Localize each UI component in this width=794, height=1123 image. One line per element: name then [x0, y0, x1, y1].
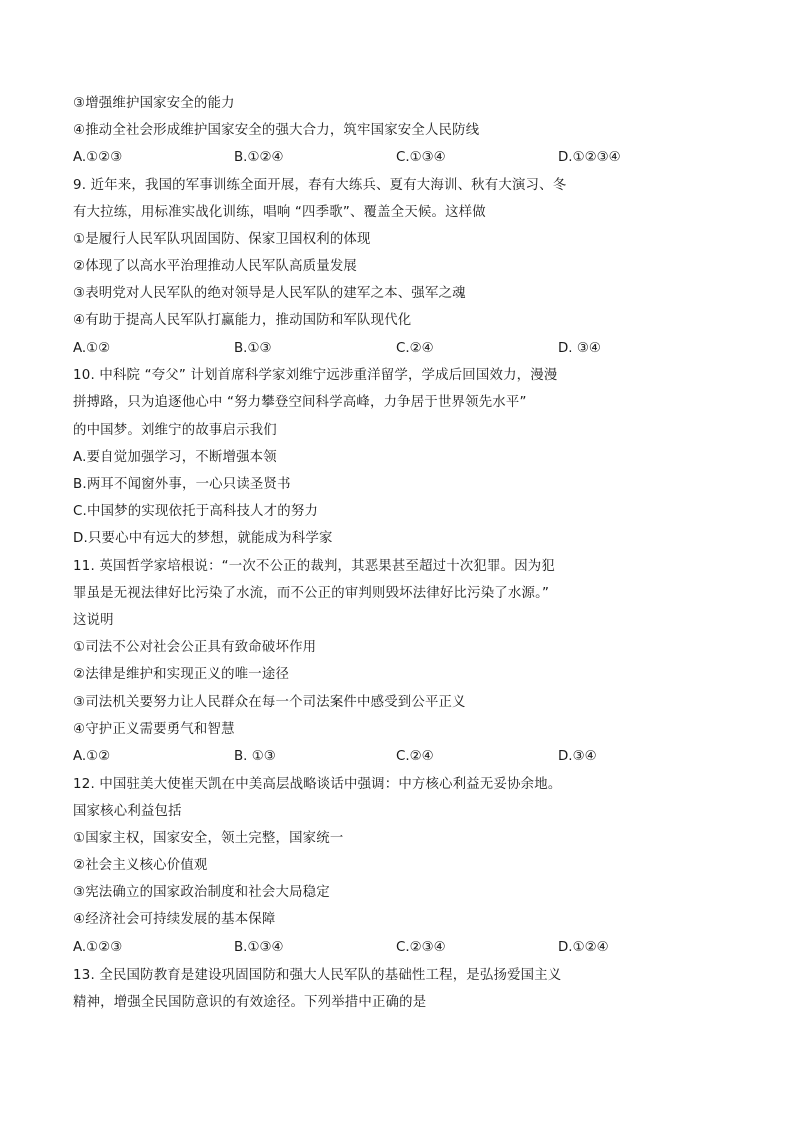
q11-option-c: C.②④: [396, 749, 434, 764]
q8-item-4: ④推动全社会形成维护国家安全的强大合力，筑牢国家安全人民防线: [73, 123, 480, 138]
q11-option-b: B. ①③: [234, 749, 276, 764]
q12-option-d: D.①②④: [558, 940, 609, 955]
q12-item-4: ④经济社会可持续发展的基本保障: [73, 912, 276, 927]
q8-option-d: D.①②③④: [558, 150, 621, 165]
q9-option-a: A.①②: [73, 341, 111, 356]
q10-stem-line-3: 的中国梦。刘维宁的故事启示我们: [73, 423, 277, 438]
q11-option-a: A.①②: [73, 749, 111, 764]
q9-option-c: C.②④: [396, 341, 434, 356]
q9-option-b: B.①③: [234, 341, 272, 356]
q11-stem-line-2: 罪虽是无视法律好比污染了水流，而不公正的审判则毁坏法律好比污染了水源。”: [73, 586, 550, 601]
q8-options: [73, 148, 653, 168]
q13-stem-line-1: 13. 全民国防教育是建设巩固国防和强大人民军队的基础性工程，是弘扬爱国主义: [73, 968, 562, 983]
q9-item-3: ③表明党对人民军队的绝对领导是人民军队的建军之本、强军之魂: [73, 286, 466, 301]
q10-choice-a: A.要自觉加强学习，不断增强本领: [73, 450, 277, 465]
q13-stem-line-2: 精神，增强全民国防意识的有效途径。下列举措中正确的是: [73, 995, 427, 1010]
q12-option-c: C.②③④: [396, 940, 446, 955]
q12-item-1: ①国家主权，国家安全，领土完整，国家统一: [73, 831, 344, 846]
q12-item-3: ③宪法确立的国家政治制度和社会大局稳定: [73, 885, 330, 900]
q11-item-1: ①司法不公对社会公正具有致命破坏作用: [73, 640, 317, 655]
q8-option-c: C.①③④: [396, 150, 446, 165]
q9-option-d: D. ③④: [558, 341, 601, 356]
q11-option-d: D.③④: [558, 749, 597, 764]
q10-stem-line-2: 拼搏路，只为追逐他心中 “努力攀登空间科学高峰，力争居于世界领先水平”: [73, 395, 527, 410]
q12-item-2: ②社会主义核心价值观: [73, 858, 208, 873]
q11-item-2: ②法律是维护和实现正义的唯一途径: [73, 667, 290, 682]
q9-item-4: ④有助于提高人民军队打赢能力，推动国防和军队现代化: [73, 313, 412, 328]
q9-options: [73, 339, 653, 359]
q12-stem-line-2: 国家核心利益包括: [73, 804, 182, 819]
q11-options: [73, 747, 653, 767]
q12-stem-line-1: 12. 中国驻美大使崔天凯在中美高层战略谈话中强调：中方核心利益无妥协余地。: [73, 777, 562, 792]
q11-stem-line-1: 11. 英国哲学家培根说：“一次不公正的裁判，其恶果甚至超过十次犯罪。因为犯: [73, 559, 555, 574]
q10-choice-d: D.只要心中有远大的梦想，就能成为科学家: [73, 531, 333, 546]
q11-item-3: ③司法机关要努力让人民群众在每一个司法案件中感受到公平正义: [73, 695, 466, 710]
q9-item-2: ②体现了以高水平治理推动人民军队高质量发展: [73, 259, 358, 274]
q9-stem-line-2: 有大拉练，用标准实战化训练，唱响 “四季歌”、覆盖全天候。这样做: [73, 205, 486, 220]
q12-option-a: A.①②③: [73, 940, 123, 955]
q12-options: [73, 938, 653, 958]
q11-stem-line-3: 这说明: [73, 613, 114, 628]
q12-option-b: B.①③④: [234, 940, 284, 955]
q8-item-3: ③增强维护国家安全的能力: [73, 96, 235, 111]
q9-stem-line-1: 9. 近年来，我国的军事训练全面开展，春有大练兵、夏有大海训、秋有大演习、冬: [73, 178, 567, 193]
q10-choice-c: C.中国梦的实现依托于高科技人才的努力: [73, 504, 319, 519]
q9-item-1: ①是履行人民军队巩固国防、保家卫国权利的体现: [73, 232, 371, 247]
q10-stem-line-1: 10. 中科院 “夸父” 计划首席科学家刘维宁远涉重洋留学，学成后回国效力，漫漫: [73, 368, 558, 383]
q8-option-a: A.①②③: [73, 150, 123, 165]
q11-item-4: ④守护正义需要勇气和智慧: [73, 722, 235, 737]
q10-choice-b: B.两耳不闻窗外事，一心只读圣贤书: [73, 477, 291, 492]
q8-option-b: B.①②④: [234, 150, 284, 165]
